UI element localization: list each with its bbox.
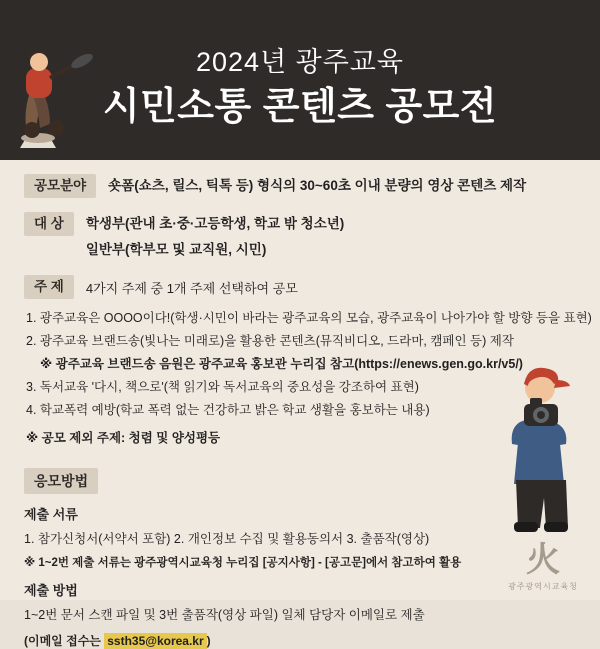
- poster-title: 시민소통 콘텐츠 공모전: [102, 85, 498, 128]
- documents-note: ※ 1~2번 제출 서류는 광주광역시교육청 누리집 [공지사항] - [공고문]에서 참고하여 활용: [24, 556, 462, 569]
- email-address[interactable]: ssth35@korea.kr: [104, 633, 206, 649]
- value-target-line2: 일반부(학부모 및 교직원, 시민): [85, 242, 267, 258]
- poster-header: [0, 0, 600, 160]
- subhead-documents: 제출 서류: [24, 506, 78, 522]
- topic-item-2: 2. 광주교육 브랜드송(빛나는 미래로)을 활용한 콘텐츠(뮤직비디오, 드라마, 캠페인 등) 제작: [26, 334, 514, 349]
- field-row-topic: [24, 275, 576, 299]
- poster-subtitle: 2024년 광주교육: [196, 47, 404, 77]
- topic-item-1: 1. 광주교육은 OOOO이다!(학생·시민이 바라는 광주교육의 모습, 광주교육이 나아가야 할 방향 등을 표현): [26, 310, 592, 325]
- topic-item-3: 3. 독서교육 '다시, 책으로'(책 읽기와 독서교육의 중요성을 강조하여 표현): [26, 380, 419, 395]
- logo-caption: 광주광역시교육청: [508, 582, 578, 591]
- submission-text: 1~2번 문서 스캔 파일 및 3번 출품작(영상 파일) 일체 담당자 이메일로 제출: [24, 607, 425, 622]
- label-topic: 주 제: [24, 275, 74, 299]
- email-suffix: ): [206, 634, 211, 649]
- value-topic-head: 4가지 주제 중 1개 주제 선택하여 공모: [85, 280, 298, 296]
- value-target: [86, 212, 344, 261]
- field-row-target: [24, 212, 576, 261]
- subhead-submission: 제출 방법: [24, 582, 78, 598]
- topic-brandsong-note: ※ 광주교육 브랜드송 음원은 광주교육 홍보관 누리집 참고(https://enews.gen.go.kr/v5/): [40, 357, 523, 372]
- documents-text: 1. 참가신청서(서약서 포함) 2. 개인정보 수집 및 활용동의서 3. 출품작(영상): [24, 531, 430, 546]
- submission-email-line: [24, 632, 576, 649]
- organization-logo: [500, 540, 586, 592]
- topic-item-4: 4. 학교폭력 예방(학교 폭력 없는 건강하고 밝은 학교 생활을 홍보하는 내용): [26, 403, 430, 418]
- photographer-illustration: [486, 352, 592, 542]
- logo-glyph: 火: [526, 540, 560, 580]
- email-prefix: (이메일 접수는: [24, 634, 105, 649]
- label-target: 대 상: [24, 212, 74, 236]
- field-row-category: [24, 174, 576, 198]
- topic-exclusion-note: ※ 공모 제외 주제: 청렴 및 양성평등: [26, 430, 221, 445]
- boom-mic-person-illustration: [8, 42, 118, 154]
- label-category: 공모분야: [24, 174, 96, 198]
- value-target-line1: 학생부(관내 초·중·고등학생, 학교 밖 청소년): [85, 216, 345, 232]
- label-apply-method: 응모방법: [24, 468, 98, 494]
- value-category: 숏폼(쇼츠, 릴스, 틱톡 등) 형식의 30~60초 이내 분량의 영상 콘텐츠 제작: [108, 178, 527, 193]
